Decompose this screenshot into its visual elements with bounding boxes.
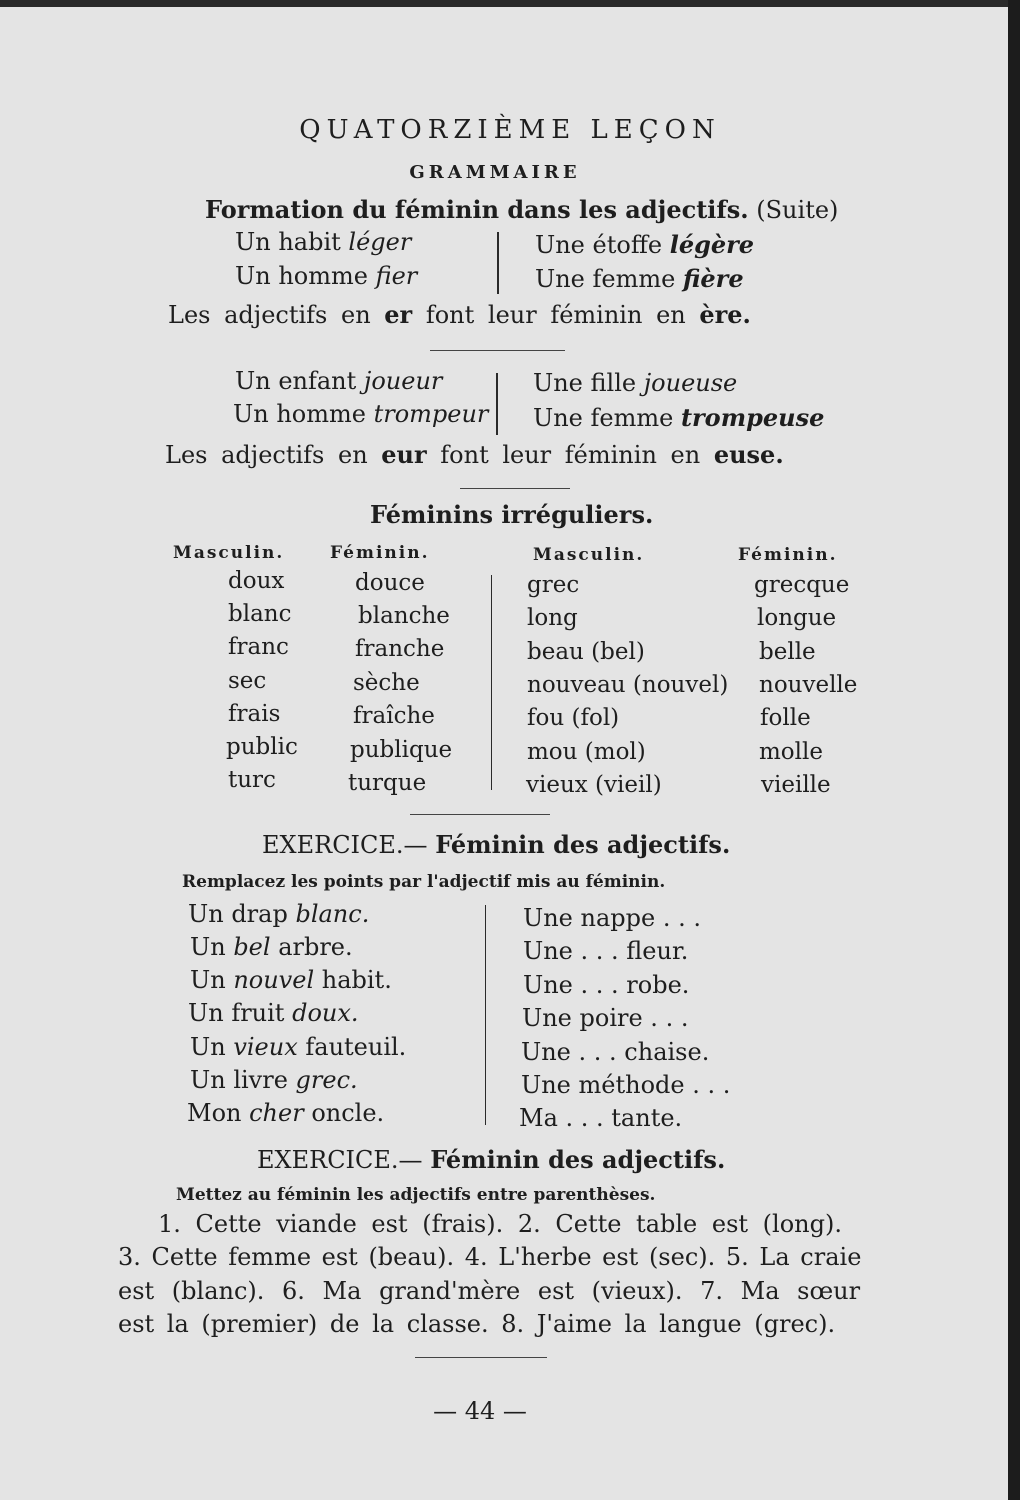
masc-word: grec bbox=[527, 572, 580, 598]
fem-word: blanche bbox=[358, 603, 450, 629]
exercise2-heading: EXERCICE.— Féminin des adjectifs. bbox=[257, 1145, 726, 1174]
rule1-statement: Les adjectifs en er font leur féminin en ère. bbox=[168, 300, 751, 329]
exercise1-blank: Une poire . . . bbox=[522, 1004, 689, 1032]
masc-word: public bbox=[226, 734, 298, 760]
rule1-left-1: Un habit léger bbox=[235, 228, 412, 256]
exercise1-blank: Une . . . robe. bbox=[523, 971, 690, 999]
separator-4 bbox=[415, 1357, 547, 1358]
masc-word: beau (bel) bbox=[527, 639, 645, 665]
masc-word: vieux (vieil) bbox=[526, 772, 662, 798]
exercise1-blank: Ma . . . tante. bbox=[519, 1104, 683, 1132]
rule2-divider bbox=[496, 373, 498, 435]
rule1-divider bbox=[497, 232, 499, 294]
section-title: GRAMMAIRE bbox=[409, 162, 581, 183]
right-edge bbox=[1008, 0, 1020, 1500]
masc-word: blanc bbox=[228, 601, 292, 627]
exercise1-divider bbox=[485, 905, 486, 1125]
heading-suite: (Suite) bbox=[756, 196, 839, 224]
fem-word: belle bbox=[759, 639, 816, 665]
rule2-left-1: Un enfant joueur bbox=[235, 367, 443, 395]
lesson-title: QUATORZIÈME LEÇON bbox=[299, 115, 721, 145]
rule2-left-2: Un homme trompeur bbox=[233, 400, 489, 428]
fem-word: turque bbox=[348, 770, 427, 796]
rule1-left-2: Un homme fier bbox=[235, 262, 418, 290]
exercise1-sentence: Un bel arbre. bbox=[190, 933, 353, 961]
irregular-divider bbox=[491, 575, 492, 790]
rule2-right-2: Une femme trompeuse bbox=[533, 403, 825, 432]
masc-word: turc bbox=[228, 767, 276, 793]
masc-word: fou (fol) bbox=[527, 705, 620, 731]
fem-word: fraîche bbox=[353, 703, 435, 729]
top-edge bbox=[0, 0, 1020, 7]
exercise2-line: est la (premier) de la classe. 8. J'aime la langue (grec). bbox=[118, 1310, 836, 1338]
exercise1-sentence: Un fruit doux. bbox=[188, 999, 359, 1027]
fem-word: vieille bbox=[761, 772, 831, 798]
masc-word: frais bbox=[228, 701, 281, 727]
col-fem-left: Féminin. bbox=[330, 543, 430, 563]
rule2-right-1: Une fille joueuse bbox=[533, 369, 738, 397]
heading bbox=[205, 195, 838, 224]
exercise1-instruction: Remplacez les points par l'adjectif mis au féminin. bbox=[182, 872, 666, 892]
exercise1-heading: EXERCICE.— Féminin des adjectifs. bbox=[262, 830, 731, 859]
exercise2-line: est (blanc). 6. Ma grand'mère est (vieux). 7. Ma sœur bbox=[118, 1277, 861, 1305]
rule1-right-1: Une étoffe légère bbox=[535, 230, 755, 259]
separator-3 bbox=[410, 814, 550, 815]
rule2-statement: Les adjectifs en eur font leur féminin en euse. bbox=[165, 440, 784, 469]
col-masc-right: Masculin. bbox=[533, 545, 645, 565]
fem-word: franche bbox=[355, 636, 445, 662]
fem-word: sèche bbox=[353, 670, 420, 696]
heading-bold: Formation du féminin dans les adjectifs. bbox=[205, 195, 749, 224]
masc-word: nouveau (nouvel) bbox=[527, 672, 729, 698]
exercise1-blank: Une méthode . . . bbox=[521, 1071, 731, 1099]
exercise1-sentence: Un drap blanc. bbox=[188, 900, 370, 928]
col-masc-left: Masculin. bbox=[173, 543, 285, 563]
fem-word: folle bbox=[760, 705, 811, 731]
exercise1-sentence: Mon cher oncle. bbox=[187, 1099, 385, 1127]
exercise1-blank: Une . . . fleur. bbox=[523, 937, 689, 965]
fem-word: molle bbox=[759, 739, 823, 765]
fem-word: publique bbox=[350, 737, 453, 763]
page-number: — 44 — bbox=[433, 1397, 527, 1425]
exercise1-sentence: Un vieux fauteuil. bbox=[190, 1033, 407, 1061]
fem-word: grecque bbox=[754, 572, 850, 598]
exercise1-sentence: Un nouvel habit. bbox=[190, 966, 392, 994]
masc-word: doux bbox=[228, 568, 285, 594]
exercise1-blank: Une . . . chaise. bbox=[521, 1038, 710, 1066]
fem-word: douce bbox=[355, 570, 425, 596]
col-fem-right: Féminin. bbox=[738, 545, 838, 565]
fem-word: longue bbox=[757, 605, 837, 631]
exercise2-line: 3. Cette femme est (beau). 4. L'herbe est (sec). 5. La craie bbox=[118, 1243, 862, 1271]
irregular-title: Féminins irréguliers. bbox=[370, 500, 654, 529]
fem-word: nouvelle bbox=[759, 672, 858, 698]
masc-word: sec bbox=[228, 668, 267, 694]
exercise1-blank: Une nappe . . . bbox=[523, 904, 701, 932]
masc-word: franc bbox=[228, 634, 289, 660]
exercise1-sentence: Un livre grec. bbox=[190, 1066, 358, 1094]
separator-1 bbox=[430, 350, 565, 351]
rule1-right-2: Une femme fière bbox=[535, 264, 744, 293]
masc-word: long bbox=[527, 605, 578, 631]
exercise2-instruction: Mettez au féminin les adjectifs entre parenthèses. bbox=[176, 1185, 656, 1205]
separator-2 bbox=[460, 488, 570, 489]
exercise2-line: 1. Cette viande est (frais). 2. Cette table est (long). bbox=[158, 1210, 842, 1238]
masc-word: mou (mol) bbox=[527, 739, 646, 765]
